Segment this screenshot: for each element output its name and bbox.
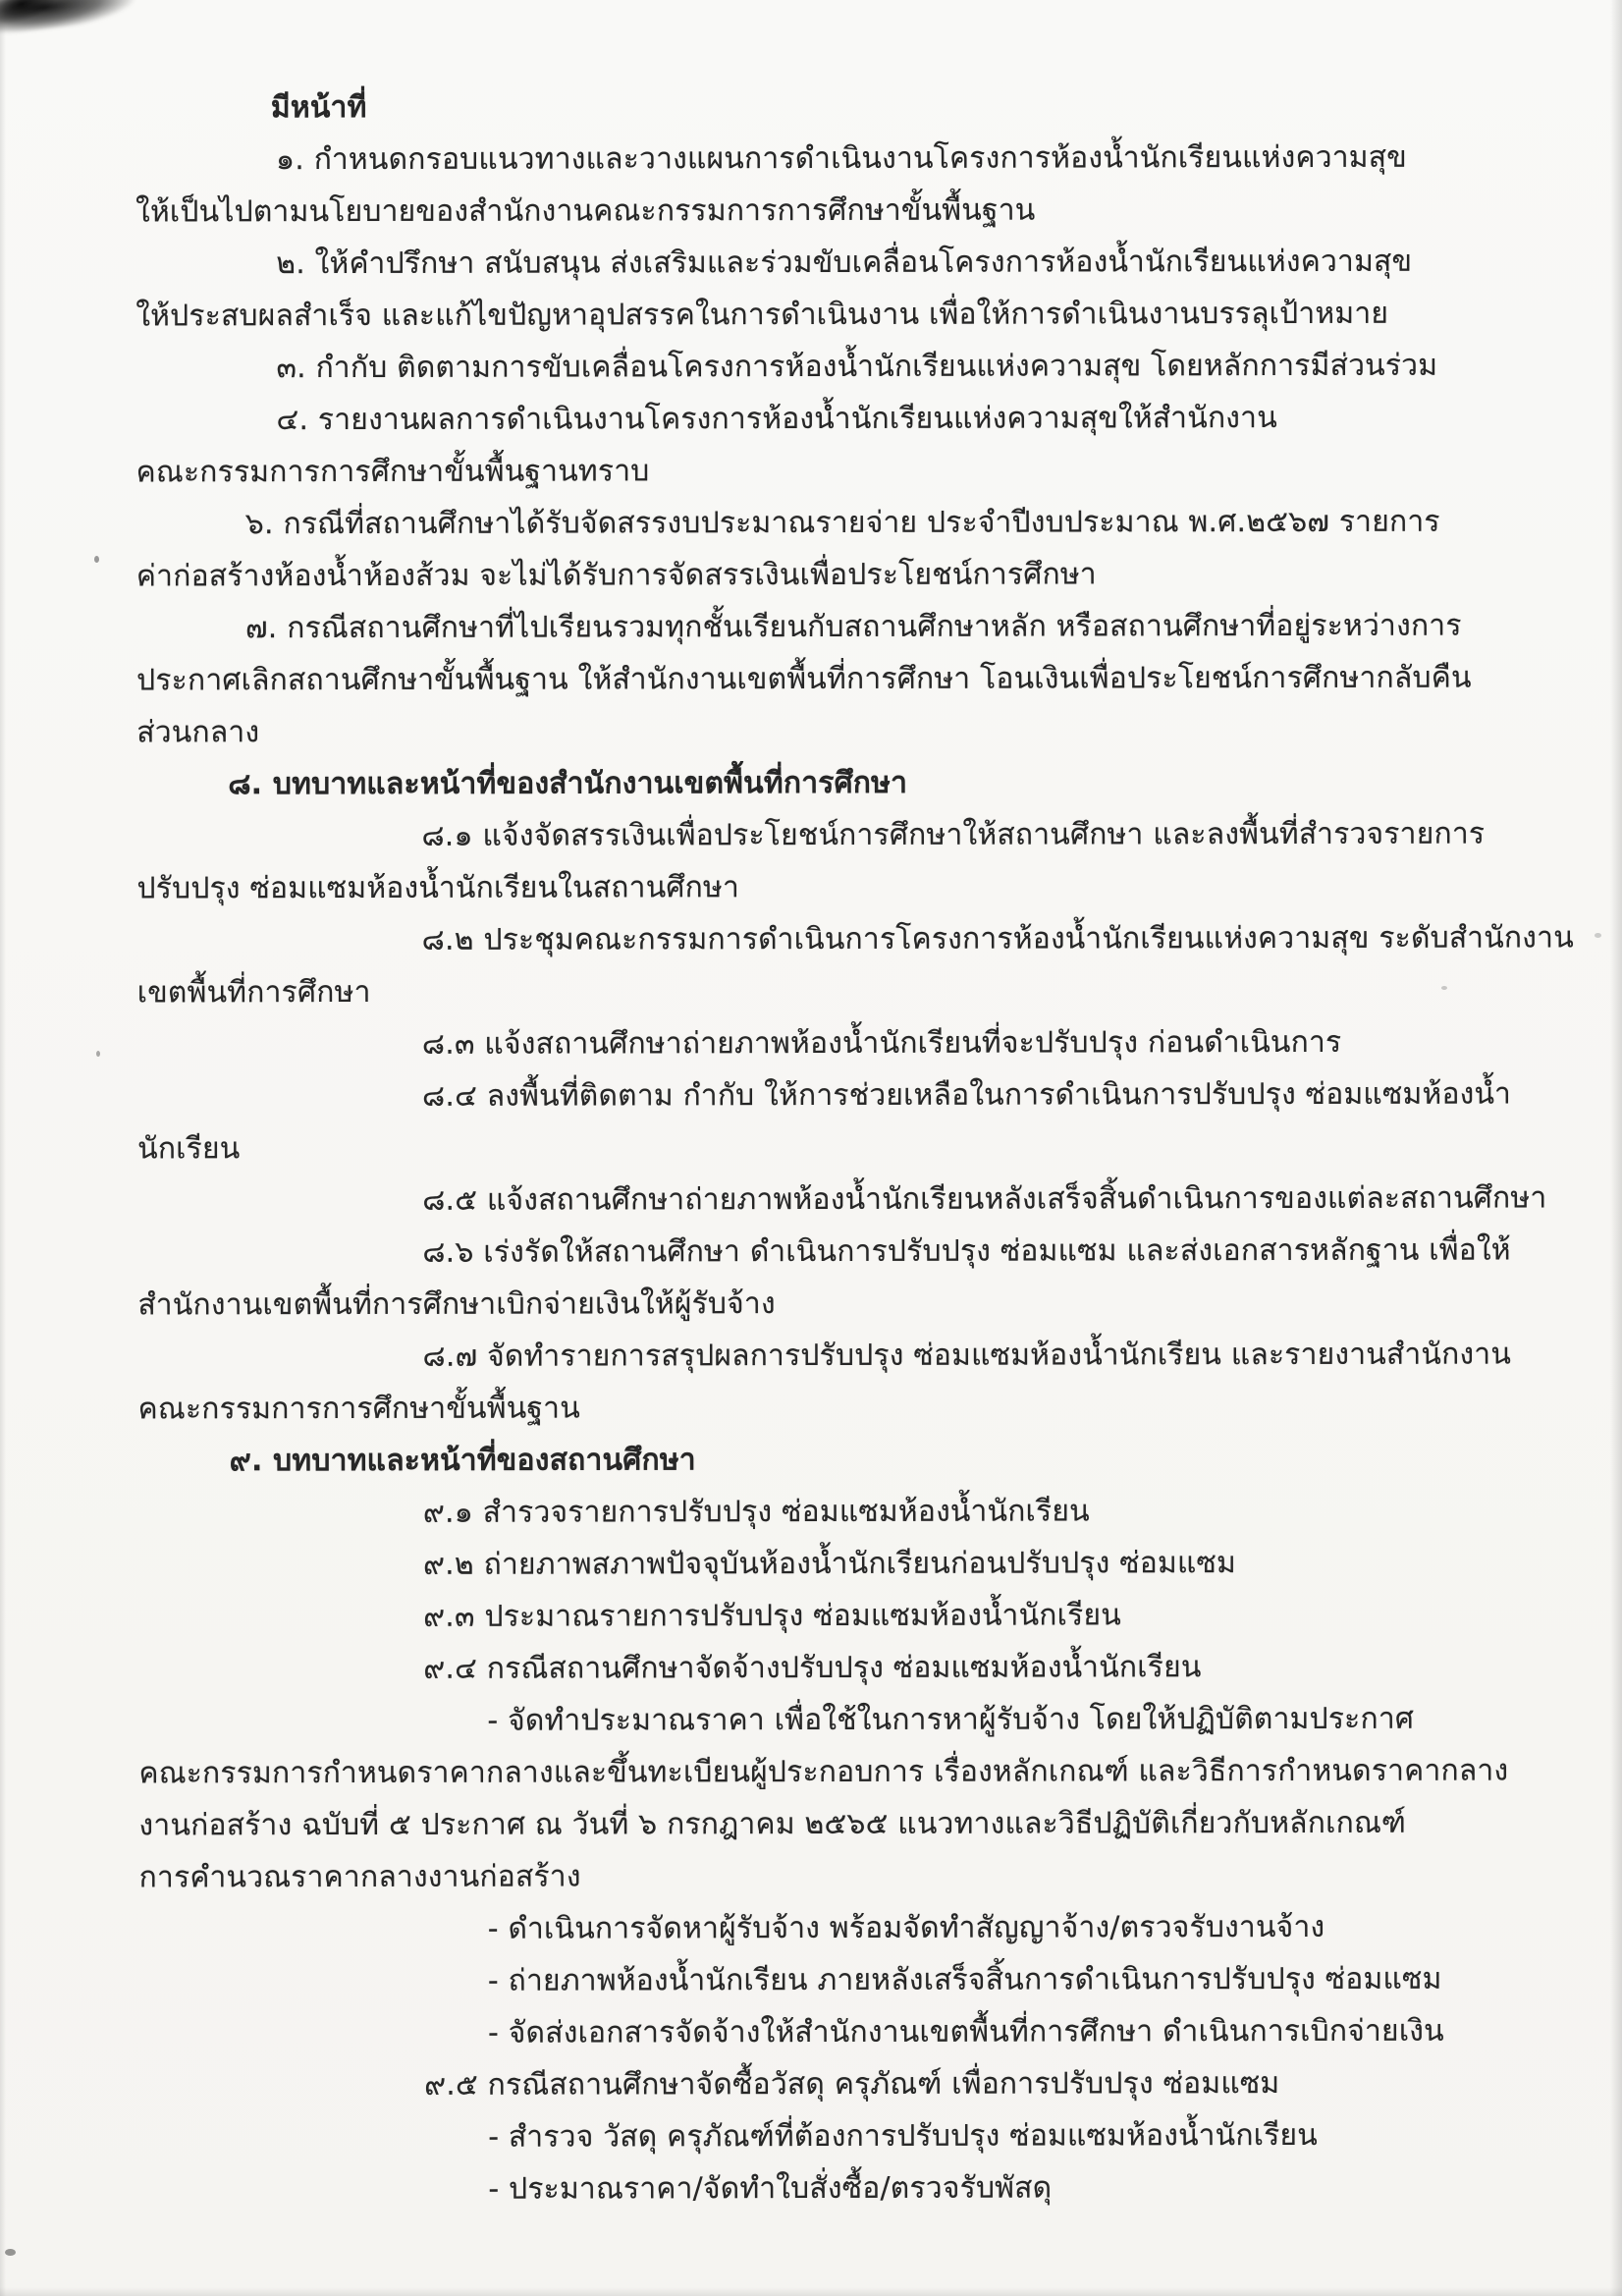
text-line: ส่วนกลาง — [136, 715, 260, 750]
text-line: - สำรวจ วัสดุ ครุภัณฑ์ที่ต้องการปรับปรุง ซ่อมแซมห้องน้ำนักเรียน — [488, 2117, 1319, 2155]
text-line: ๘.๑ แจ้งจัดสรรเงินเพื่อประโยชน์การศึกษาให้สถานศึกษา และลงพื้นที่สำรวจรายการ — [421, 816, 1486, 853]
text-line: คณะกรรมการการศึกษาขั้นพื้นฐานทราบ — [135, 454, 650, 490]
text-line: ๙.๕ กรณีสถานศึกษาจัดซื้อวัสดุ ครุภัณฑ์ เพื่อการปรับปรุง ซ่อมแซม — [424, 2066, 1280, 2103]
text-line: ๙.๓ ประมาณรายการปรับปรุง ซ่อมแซมห้องน้ำนักเรียน — [423, 1598, 1121, 1634]
text-line: ๓. กำกับ ติดตามการขับเคลื่อนโครงการห้องน้ำนักเรียนแห่งความสุข โดยหลักการมีส่วนร่วม — [276, 348, 1438, 386]
text-line: ๙. บทบาทและหน้าที่ของสถานศึกษา — [229, 1443, 696, 1479]
text-line: มีหน้าที่ — [270, 89, 367, 126]
text-line: ประกาศเลิกสถานศึกษาขั้นพื้นฐาน ให้สำนักงานเขตพื้นที่การศึกษา โอนเงินเพื่อประโยชน์การศึกษากลับคืน — [136, 660, 1472, 698]
text-line: ๙.๑ สำรวจรายการปรับปรุง ซ่อมแซมห้องน้ำนักเรียน — [422, 1494, 1090, 1530]
text-line: ปรับปรุง ซ่อมแซมห้องน้ำนักเรียนในสถานศึกษา — [136, 870, 740, 906]
scan-edge-shadow-bottom — [0, 2287, 1622, 2296]
text-line: ๘.๕ แจ้งสถานศึกษาถ่ายภาพห้องน้ำนักเรียนหลังเสร็จสิ้นดำเนินการของแต่ละสถานศึกษา — [422, 1180, 1547, 1218]
text-line: ให้ประสบผลสำเร็จ และแก้ไขปัญหาอุปสรรคในการดำเนินงาน เพื่อให้การดำเนินงานบรรลุเป้าหมาย — [135, 296, 1389, 334]
text-line: เขตพื้นที่การศึกษา — [136, 974, 371, 1011]
text-line: ๔. รายงานผลการดำเนินงานโครงการห้องน้ำนักเรียนแห่งความสุขให้สำนักงาน — [276, 401, 1277, 438]
text-line: ให้เป็นไปตามนโยบายของสำนักงานคณะกรรมการการศึกษาขั้นพื้นฐาน — [135, 192, 1036, 230]
text-line: ๖. กรณีที่สถานศึกษาได้รับจัดสรรงบประมาณรายจ่าย ประจำปีงบประมาณ พ.ศ.๒๕๖๗ รายการ — [244, 504, 1440, 542]
text-line: - ประมาณราคา/จัดทำใบสั่งซื้อ/ตรวจรับพัสดุ — [488, 2170, 1053, 2207]
text-line: คณะกรรมการการศึกษาขั้นพื้นฐาน — [137, 1391, 580, 1427]
text-line: ๑. กำหนดกรอบแนวทางและวางแผนการดำเนินงานโครงการห้องน้ำนักเรียนแห่งความสุข — [275, 139, 1408, 178]
text-line: นักเรียน — [137, 1131, 241, 1167]
text-line: - ดำเนินการจัดหาผู้รับจ้าง พร้อมจัดทำสัญญาจ้าง/ตรวจรับงานจ้าง — [487, 1909, 1325, 1946]
text-line: ค่าก่อสร้างห้องน้ำห้องส้วม จะไม่ได้รับการจัดสรรเงินเพื่อประโยชน์การศึกษา — [135, 557, 1097, 594]
text-line: ๙.๒ ถ่ายภาพสภาพปัจจุบันห้องน้ำนักเรียนก่อนปรับปรุง ซ่อมแซม — [422, 1546, 1237, 1582]
text-line: ๘.๗ จัดทำรายการสรุปผลการปรับปรุง ซ่อมแซมห้องน้ำนักเรียน และรายงานสำนักงาน — [422, 1337, 1512, 1374]
text-line: - จัดทำประมาณราคา เพื่อใช้ในการหาผู้รับจ้าง โดยให้ปฏิบัติตามประกาศ — [487, 1701, 1415, 1738]
text-line: คณะกรรมการกำหนดราคากลางและขึ้นทะเบียนผู้ประกอบการ เรื่องหลักเกณฑ์ และวิธีการกำหนดราคากลาง — [138, 1753, 1509, 1791]
text-line: ๘. บทบาทและหน้าที่ของสำนักงานเขตพื้นที่การศึกษา — [228, 765, 908, 802]
text-line: ๒. ให้คำปรึกษา สนับสนุน ส่งเสริมและร่วมขับเคลื่อนโครงการห้องน้ำนักเรียนแห่งความสุข — [276, 244, 1413, 282]
text-line: - จัดส่งเอกสารจัดจ้างให้สำนักงานเขตพื้นที่การศึกษา ดำเนินการเบิกจ่ายเงิน — [487, 2013, 1444, 2050]
text-line: ๘.๓ แจ้งสถานศึกษาถ่ายภาพห้องน้ำนักเรียนที่จะปรับปรุง ก่อนดำเนินการ — [421, 1024, 1342, 1062]
text-line: การคำนวณราคากลางงานก่อสร้าง — [138, 1859, 581, 1895]
text-line: ๗. กรณีสถานศึกษาที่ไปเรียนรวมทุกชั้นเรียนกับสถานศึกษาหลัก หรือสถานศึกษาที่อยู่ระหว่างการ — [244, 608, 1462, 646]
text-line: ๘.๖ เร่งรัดให้สถานศึกษา ดำเนินการปรับปรุง ซ่อมแซม และส่งเอกสารหลักฐาน เพื่อให้ — [422, 1232, 1511, 1270]
text-line: - ถ่ายภาพห้องน้ำนักเรียน ภายหลังเสร็จสิ้นการดำเนินการปรับปรุง ซ่อมแซม — [487, 1961, 1442, 1998]
text-line: ๙.๔ กรณีสถานศึกษาจัดจ้างปรับปรุง ซ่อมแซมห้องน้ำนักเรียน — [423, 1650, 1202, 1686]
text-line: งานก่อสร้าง ฉบับที่ ๕ ประกาศ ณ วันที่ ๖ กรกฎาคม ๒๕๖๕ แนวทางและวิธีปฏิบัติเกี่ยวกับหลักเกณฑ์ — [138, 1805, 1407, 1843]
text-line: ๘.๔ ลงพื้นที่ติดตาม กำกับ ให้การช่วยเหลือในการดำเนินการปรับปรุง ซ่อมแซมห้องน้ำ — [421, 1076, 1512, 1114]
text-line: สำนักงานเขตพื้นที่การศึกษาเบิกจ่ายเงินให้ผู้รับจ้าง — [137, 1286, 776, 1323]
text-line: ๘.๒ ประชุมคณะกรรมการดำเนินการโครงการห้องน้ำนักเรียนแห่งความสุข ระดับสำนักงาน — [421, 920, 1574, 957]
scan-speck — [5, 2249, 16, 2256]
